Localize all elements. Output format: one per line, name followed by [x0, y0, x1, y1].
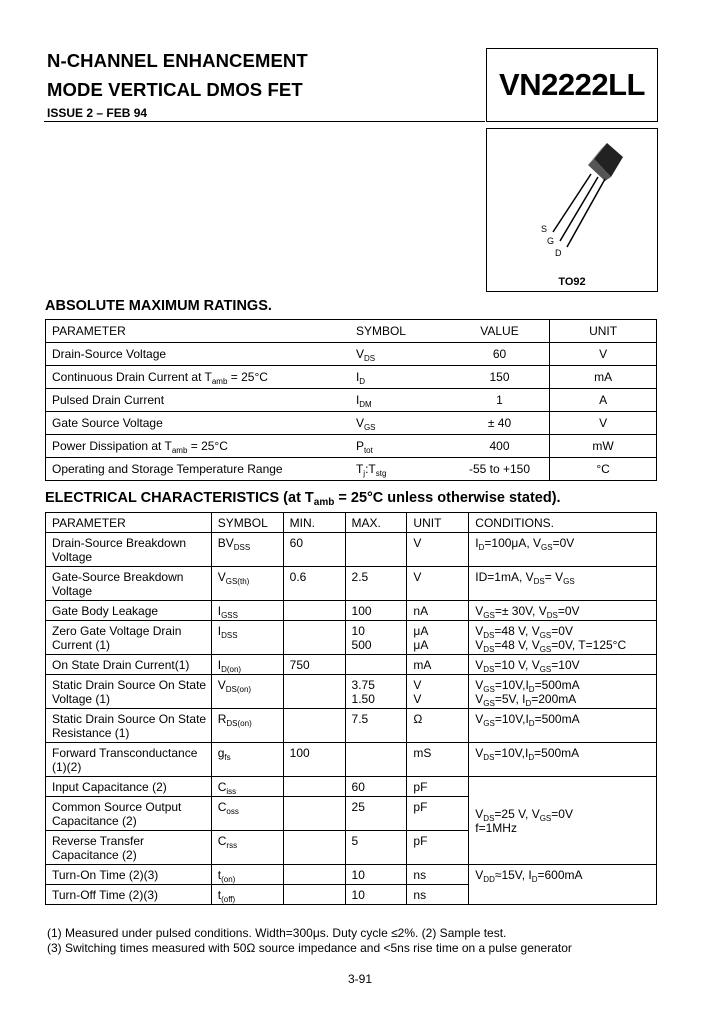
- symbol-cell: $C_{iss}$: [211, 777, 283, 797]
- param-cell: Continuous Drain Current at $T_{amb} = 25^\circ C$: [46, 366, 350, 389]
- footnotes: [47, 926, 572, 956]
- unit-cell: μA μA: [407, 621, 469, 655]
- max-cell: 60: [345, 777, 407, 797]
- col-parameter: PARAMETER: [46, 513, 212, 533]
- table-row: [46, 743, 657, 777]
- page-number: 3-91: [347, 972, 373, 986]
- table-row: [46, 366, 657, 389]
- value-cell: 1: [450, 389, 550, 412]
- col-symbol: SYMBOL: [211, 513, 283, 533]
- symbol-cell: $V_{DS}$: [350, 343, 450, 366]
- unit-cell: ns: [407, 885, 469, 905]
- min-cell: [283, 797, 345, 831]
- param-cell: Static Drain Source On State Voltage (1): [46, 675, 212, 709]
- param-cell: On State Drain Current(1): [46, 655, 212, 675]
- absolute-max-table: [45, 319, 657, 481]
- part-number-box: [486, 48, 658, 122]
- symbol-cell: $I_{DSS}$: [211, 621, 283, 655]
- unit-cell: pF: [407, 797, 469, 831]
- param-cell: Input Capacitance (2): [46, 777, 212, 797]
- min-cell: 100: [283, 743, 345, 777]
- unit-cell: V: [550, 412, 657, 435]
- max-cell: 3.75 1.50: [345, 675, 407, 709]
- col-unit: UNIT: [407, 513, 469, 533]
- max-cell: [345, 533, 407, 567]
- unit-cell: V V: [407, 675, 469, 709]
- symbol-cell: $I_{DM}$: [350, 389, 450, 412]
- param-cell: Power Dissipation at $T_{amb} = 25^\circ C$: [46, 435, 350, 458]
- unit-cell: ns: [407, 865, 469, 885]
- symbol-cell: $g_{fs}$: [211, 743, 283, 777]
- min-cell: [283, 709, 345, 743]
- condition-cell: $I_D=100\mu A$, $V_{GS}=0V$: [469, 533, 657, 567]
- unit-cell: V: [550, 343, 657, 366]
- symbol-cell: $I_{GSS}$: [211, 601, 283, 621]
- min-cell: [283, 885, 345, 905]
- electrical-table: [45, 512, 657, 905]
- param-cell: Static Drain Source On State Resistance (1): [46, 709, 212, 743]
- condition-cell: $V_{GS}=10V,I_D=500mA$ $V_{GS}=5V$, $I_D=200mA$: [469, 675, 657, 709]
- min-cell: [283, 621, 345, 655]
- symbol-cell: $I_D$: [350, 366, 450, 389]
- absolute-max-heading: ABSOLUTE MAXIMUM RATINGS.: [45, 298, 272, 314]
- col-conditions: CONDITIONS.: [469, 513, 657, 533]
- issue-date: ISSUE 2 – FEB 94: [47, 106, 148, 120]
- unit-cell: V: [407, 533, 469, 567]
- condition-cell: $V_{DS}=25$ V, $V_{GS}=0V$ f=1MHz: [469, 777, 657, 865]
- symbol-cell: $T_j:T_{stg}$: [350, 458, 450, 481]
- param-cell: Forward Transconductance (1)(2): [46, 743, 212, 777]
- unit-cell: mA: [407, 655, 469, 675]
- unit-cell: A: [550, 389, 657, 412]
- unit-cell: Ω: [407, 709, 469, 743]
- table-row: [46, 601, 657, 621]
- part-number: VN2222LL: [499, 67, 645, 102]
- min-cell: 60: [283, 533, 345, 567]
- table-row: [46, 343, 657, 366]
- value-cell: 150: [450, 366, 550, 389]
- condition-cell: $V_{GS}=10V,I_D=500mA$: [469, 709, 657, 743]
- condition-cell: $V_{DS}=10V,I_D=500mA$: [469, 743, 657, 777]
- param-cell: Turn-On Time (2)(3): [52, 868, 159, 882]
- title-line-1: N-CHANNEL ENHANCEMENT: [47, 50, 308, 71]
- min-cell: [283, 601, 345, 621]
- param-cell: Common Source Output Capacitance (2): [46, 797, 212, 831]
- param-cell: Zero Gate Voltage Drain Current (1): [46, 621, 212, 655]
- col-min: MIN.: [283, 513, 345, 533]
- col-max: MAX.: [345, 513, 407, 533]
- max-cell: 10: [345, 865, 407, 885]
- unit-cell: mW: [550, 435, 657, 458]
- symbol-cell: $V_{GS(th)}$: [211, 567, 283, 601]
- symbol-cell: $P_{tot}$: [350, 435, 450, 458]
- max-cell: 100: [345, 601, 407, 621]
- table-row: [46, 709, 657, 743]
- param-cell: Operating and Storage Temperature Range: [46, 458, 350, 481]
- table-row: [46, 412, 657, 435]
- col-unit: UNIT: [550, 320, 657, 343]
- min-cell: [283, 675, 345, 709]
- condition-cell: $V_{GS}=\pm 30V$, $V_{DS}=0V$: [469, 601, 657, 621]
- table-row: [46, 567, 657, 601]
- col-symbol: SYMBOL: [350, 320, 450, 343]
- header-rule: [44, 121, 485, 122]
- param-cell: Pulsed Drain Current: [46, 389, 350, 412]
- col-parameter: PARAMETER: [46, 320, 350, 343]
- symbol-cell: $BV_{DSS}$: [211, 533, 283, 567]
- value-cell: 60: [450, 343, 550, 366]
- footnote-2: (3) Switching times measured with 50Ω source impedance and <5ns rise time on a pulse generator: [47, 941, 572, 955]
- pin-label-s: S: [541, 224, 548, 234]
- symbol-cell: $V_{DS(on)}$: [211, 675, 283, 709]
- param-cell: Reverse Transfer Capacitance (2): [46, 831, 212, 865]
- table-row: [46, 389, 657, 412]
- pin-label-d: D: [555, 248, 562, 258]
- unit-cell: pF: [407, 777, 469, 797]
- title-line-2: MODE VERTICAL DMOS FET: [47, 79, 303, 100]
- table-row: [46, 533, 657, 567]
- unit-cell: mS: [407, 743, 469, 777]
- unit-cell: mA: [550, 366, 657, 389]
- max-cell: 10 500: [345, 621, 407, 655]
- table-row: [46, 655, 657, 675]
- table-row: [46, 865, 657, 885]
- col-value: VALUE: [450, 320, 550, 343]
- table-header-row: [46, 320, 657, 343]
- unit-cell: °C: [550, 458, 657, 481]
- value-cell: -55 to +150: [450, 458, 550, 481]
- table-row: [46, 777, 657, 797]
- footnote-1: (1) Measured under pulsed conditions. Width=300μs. Duty cycle ≤2%. (2) Sample test.: [47, 926, 507, 940]
- symbol-cell: $C_{rss}$: [211, 831, 283, 865]
- min-cell: 750: [283, 655, 345, 675]
- max-cell: 10: [345, 885, 407, 905]
- condition-cell: ID=1mA, $V_{DS}= V_{GS}$: [469, 567, 657, 601]
- symbol-cell: $t_{(off)}$: [211, 885, 283, 905]
- max-cell: 2.5: [345, 567, 407, 601]
- value-cell: 400: [450, 435, 550, 458]
- symbol-cell: $I_{D(on)}$: [211, 655, 283, 675]
- min-cell: [283, 865, 345, 885]
- table-row: [46, 458, 657, 481]
- max-cell: 5: [345, 831, 407, 865]
- to92-package-icon: [487, 129, 657, 291]
- table-header-row: [46, 513, 657, 533]
- symbol-cell: $t_{(on)}$: [211, 865, 283, 885]
- package-box: [486, 128, 658, 292]
- condition-cell: $V_{DS}=10$ V, $V_{GS}=10V$: [469, 655, 657, 675]
- condition-cell: $V_{DD}\approx 15V$, $I_D=600mA$: [469, 865, 657, 905]
- min-cell: 0.6: [283, 567, 345, 601]
- param-cell: Drain-Source Breakdown Voltage: [46, 533, 212, 567]
- table-row: [46, 621, 657, 655]
- param-cell: Turn-Off Time (2)(3): [46, 885, 212, 905]
- param-cell: Gate Body Leakage: [46, 601, 212, 621]
- value-cell: ± 40: [450, 412, 550, 435]
- table-row: [46, 675, 657, 709]
- max-cell: 7.5: [345, 709, 407, 743]
- unit-cell: V: [407, 567, 469, 601]
- condition-cell: $V_{DS}=48$ V, $V_{GS}=0V$ $V_{DS}=48$ V, $V_{GS}=0V$, T=125°C: [469, 621, 657, 655]
- symbol-cell: $R_{DS(on)}$: [211, 709, 283, 743]
- symbol-cell: $C_{oss}$: [211, 797, 283, 831]
- unit-cell: nA: [407, 601, 469, 621]
- electrical-heading: ELECTRICAL CHARACTERISTICS (at $T_{amb} = 25^\circ C$ unless otherwise stated).: [45, 490, 561, 508]
- max-cell: [345, 743, 407, 777]
- table-row: [46, 435, 657, 458]
- package-label: TO92: [558, 276, 586, 288]
- min-cell: [283, 777, 345, 797]
- param-cell: Gate Source Voltage: [46, 412, 350, 435]
- min-cell: [283, 831, 345, 865]
- param-cell: Gate-Source Breakdown Voltage: [46, 567, 212, 601]
- symbol-cell: $V_{GS}$: [350, 412, 450, 435]
- max-cell: 25: [345, 797, 407, 831]
- max-cell: [345, 655, 407, 675]
- unit-cell: pF: [407, 831, 469, 865]
- param-cell: Drain-Source Voltage: [46, 343, 350, 366]
- pin-label-g: G: [547, 236, 555, 246]
